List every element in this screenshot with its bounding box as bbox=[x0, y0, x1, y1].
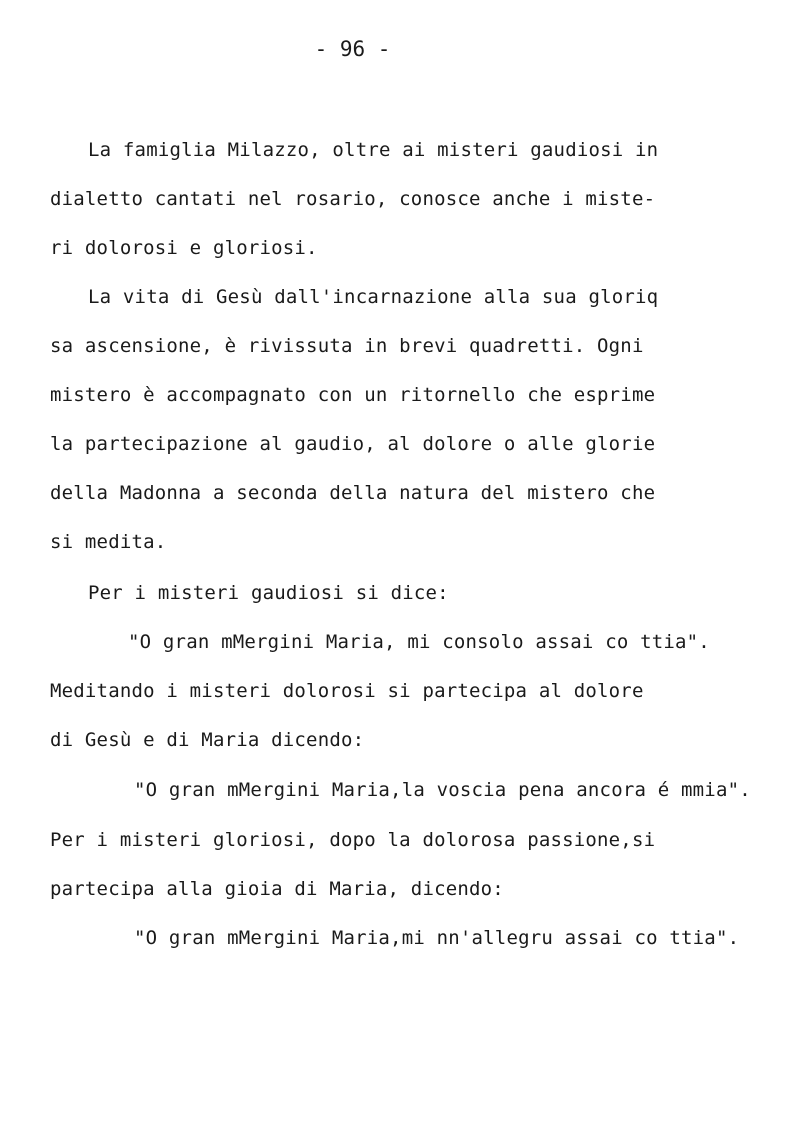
text-line: partecipa alla gioia di Maria, dicendo: bbox=[50, 878, 504, 900]
text-line: ri dolorosi e gloriosi. bbox=[50, 237, 318, 259]
text-line: sa ascensione, è rivissuta in brevi quadretti. Ogni bbox=[50, 335, 644, 357]
text-line: della Madonna a seconda della natura del mistero che bbox=[50, 482, 656, 504]
text-line: Per i misteri gloriosi, dopo la dolorosa passione,si bbox=[50, 829, 656, 851]
text-line: Meditando i misteri dolorosi si partecipa al dolore bbox=[50, 680, 644, 702]
quote-line: "O gran mMergini Maria,la voscia pena ancora é mmia". bbox=[134, 779, 751, 801]
text-line: si medita. bbox=[50, 531, 167, 553]
text-line: di Gesù e di Maria dicendo: bbox=[50, 729, 365, 751]
text-line: dialetto cantati nel rosario, conosce anche i miste- bbox=[50, 188, 656, 210]
text-line: la partecipazione al gaudio, al dolore o alle glorie bbox=[50, 433, 656, 455]
text-line: Per i misteri gaudiosi si dice: bbox=[88, 582, 449, 604]
quote-line: "O gran mMergini Maria, mi consolo assai co ttia". bbox=[128, 631, 710, 653]
text-line: mistero è accompagnato con un ritornello che esprime bbox=[50, 384, 656, 406]
page-number: - 96 - bbox=[314, 37, 391, 61]
text-line: La famiglia Milazzo, oltre ai misteri gaudiosi in bbox=[88, 139, 659, 161]
text-line: La vita di Gesù dall'incarnazione alla sua gloriq bbox=[88, 286, 659, 308]
quote-line: "O gran mMergini Maria,mi nn'allegru assai co ttia". bbox=[134, 927, 740, 949]
